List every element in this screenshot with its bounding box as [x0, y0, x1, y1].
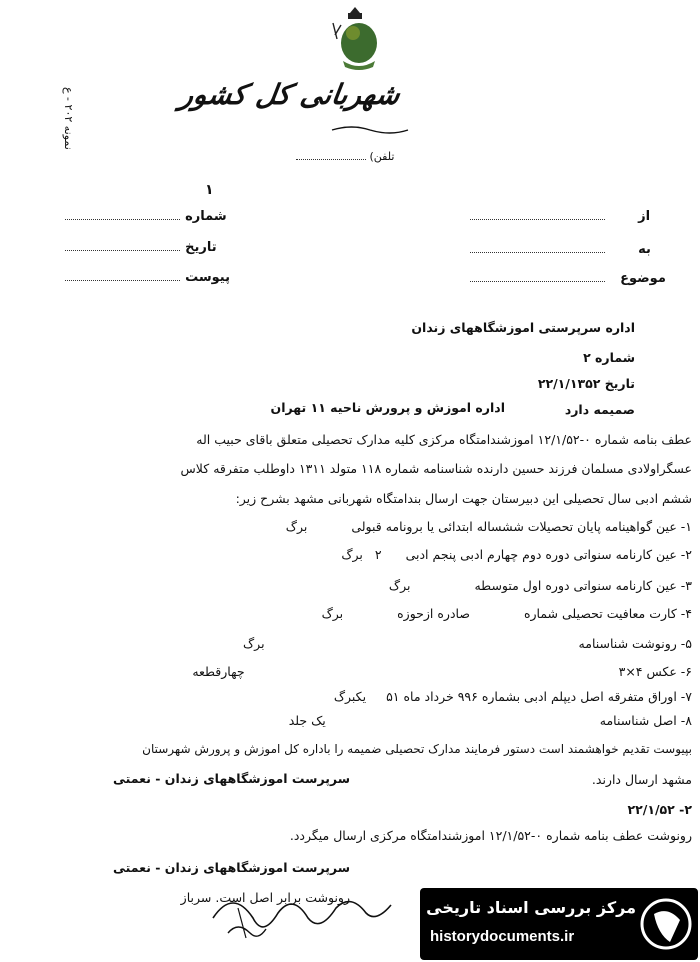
- item-4-text: ۴- کارت معافیت تحصیلی شماره: [523, 606, 692, 621]
- watermark: [420, 888, 698, 960]
- item-4-unit: برگ: [321, 606, 344, 621]
- item-1-unit: برگ: [285, 519, 308, 534]
- form-number-text: نمونه ۲۰۲ - ع: [62, 87, 75, 150]
- list-item-8: [12, 713, 692, 728]
- item-4-mid: صادره ازحوزه: [397, 606, 470, 621]
- list-item-1: [12, 519, 692, 534]
- item-8-unit: یک جلد: [288, 713, 326, 728]
- form-number: [55, 40, 75, 150]
- number-label: شماره: [185, 209, 227, 224]
- letter-date: تاریخ ۲۲/۱/۱۳۵۲: [537, 376, 635, 391]
- list-item-2: [12, 547, 692, 562]
- item-3-unit: برگ: [388, 578, 411, 593]
- item-2-count: ۲: [374, 547, 382, 562]
- item-6-text: ۶- عکس ۴×۳: [618, 664, 692, 679]
- list-item-6: [12, 664, 692, 679]
- from-label: از: [638, 209, 651, 224]
- watermark-url: historydocuments.ir: [430, 928, 575, 945]
- item-5-text: ۵- رونوشت شناسنامه: [578, 636, 692, 651]
- phone-label: (تلفن: [369, 150, 395, 163]
- list-item-3: [12, 578, 692, 593]
- date-field: [65, 236, 235, 255]
- body-line-2: عسگراولادی مسلمان فرزند حسین دارنده شناسنامه شماره ۱۱۸ متولد ۱۳۱۱ داوطلب متفرقه کلاس: [180, 461, 692, 476]
- watermark-logo-icon: [640, 896, 692, 952]
- attachment-label: پیوست: [185, 270, 230, 285]
- signature-line-1: سرپرست اموزشگاههای زندان - نعمتی: [113, 771, 350, 786]
- number-field: [65, 205, 235, 224]
- body-line-3: ششم ادبی سال تحصیلی این دبیرستان جهت ارسال بندامتگاه شهربانی مشهد بشرح زیر:: [235, 491, 692, 506]
- to-label: به: [638, 242, 651, 257]
- lion-sun-emblem: [325, 5, 385, 77]
- item-6-unit: چهارقطعه: [192, 664, 245, 679]
- closing-line-2: مشهد ارسال دارند.: [591, 772, 692, 787]
- handwritten-signature: [208, 878, 398, 948]
- subject-field: [470, 267, 685, 286]
- attachment-note: صمیمه دارد: [564, 402, 635, 417]
- to-field: [470, 238, 660, 257]
- recipient: اداره اموزش و پرورش ناحیه ۱۱ تهران: [270, 400, 505, 415]
- body-line-1: عطف بنامه شماره ۰-۱۲/۱/۵۲ اموزشندامتگاه مرکزی کلیه مدارک تحصیلی متعلق باقای حبیب اله: [196, 432, 692, 447]
- list-item-5: [12, 636, 692, 651]
- item-7-text: ۷- اوراق متفرقه اصل دیپلم ادبی بشماره ۹۹۶ خرداد ماه ۵۱: [386, 689, 692, 704]
- item-7-unit: یکبرگ: [333, 689, 367, 704]
- copy-date: ۲- ۲۲/۱/۵۲: [627, 802, 692, 817]
- phone-line: [296, 150, 421, 163]
- title-flourish: [330, 120, 410, 130]
- closing-line-1: بپیوست تقدیم خواهشمند است دستور فرمایند مدارک تحصیلی ضمیمه را باداره کل اموزش و پرورش شهرستان: [142, 742, 692, 756]
- letter-number: شماره ۲: [583, 350, 635, 365]
- org-title: شهربانی کل کشور: [178, 78, 403, 111]
- attachment-field: [65, 266, 255, 285]
- copy-note: رونوشت عطف بنامه شماره ۰-۱۲/۱/۵۲ اموزشندامتگاه مرکزی ارسال میگردد.: [289, 828, 692, 843]
- signature-line-2: سرپرست اموزشگاههای زندان - نعمتی: [113, 860, 350, 875]
- item-2-text: ۲- عین کارنامه سنواتی دوره دوم چهارم ادبی پنجم ادبی: [405, 547, 692, 562]
- date-label: تاریخ: [185, 240, 217, 255]
- letter-header-office: اداره سرپرستی اموزشگاههای زندان: [411, 320, 635, 335]
- from-field: [470, 205, 660, 224]
- lion-sun-emblem-icon: [325, 5, 385, 77]
- list-item-7: [12, 689, 692, 704]
- list-item-4: [12, 606, 692, 621]
- number-value: ۱: [205, 182, 214, 198]
- item-3-text: ۳- عین کارنامه سنواتی دوره اول متوسطه: [474, 578, 692, 593]
- item-1-text: ۱- عین گواهینامه پایان تحصیلات ششساله ابتدائی یا برونامه قبولی: [351, 519, 692, 534]
- item-5-unit: برگ: [242, 636, 265, 651]
- certified-copy: رونوشت برابر اصل است. سرباز: [180, 890, 350, 905]
- item-8-text: ۸- اصل شناسنامه: [599, 713, 692, 728]
- subject-label: موضوع: [620, 271, 666, 286]
- watermark-title: مرکز بررسی اسناد تاریخی: [426, 898, 636, 917]
- item-2-unit: برگ: [341, 547, 363, 562]
